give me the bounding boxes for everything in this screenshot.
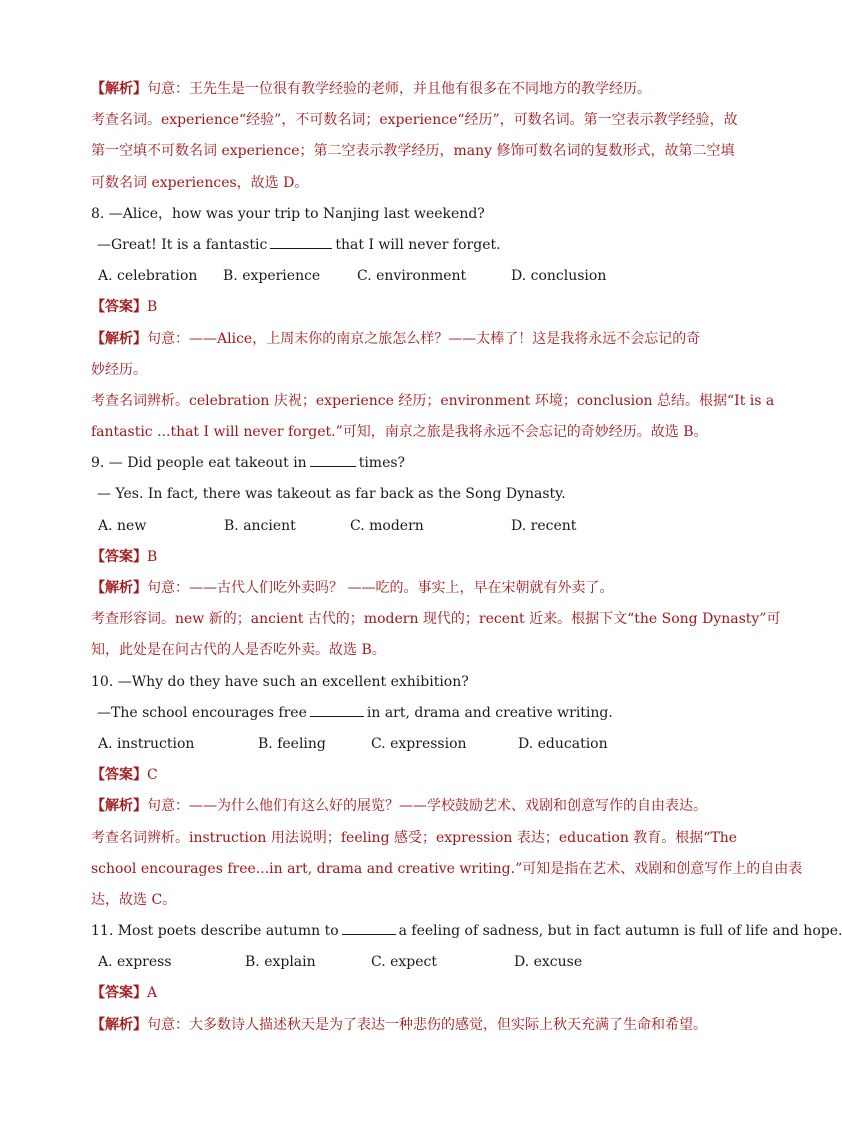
q9-options (91, 511, 706, 542)
option-d: D. education (518, 735, 608, 752)
answer-value: C (147, 767, 158, 784)
q10-analysis-line-1 (91, 791, 706, 822)
q9-explanation-line-2: 知，此处是在问古代的人是否吃外卖。故选 B。 (91, 642, 386, 659)
q7-explanation-line-3: 可数名词 experiences，故选 D。 (91, 174, 309, 191)
answer-blank (342, 920, 396, 935)
q11-stem-post: a feeling of sadness, but in fact autumn is full of life and hope. (398, 923, 842, 940)
q7-analysis (91, 74, 706, 105)
option-c: C. expect (371, 954, 438, 971)
option-c: C. environment (357, 268, 467, 285)
answer-label: 【答案】 (91, 299, 147, 316)
option-b: B. explain (245, 954, 316, 971)
analysis-label: 【解析】 (91, 81, 147, 97)
option-d: D. excuse (514, 954, 583, 971)
q7-explanation-line-2: 第一空填不可数名词 experience；第二空表示教学经历，many 修饰可数名词的复数形式，故第二空填 (91, 143, 735, 160)
answer-value: A (147, 985, 158, 1002)
option-c: C. expression (371, 735, 467, 752)
q11-stem-pre: 11. Most poets describe autumn to (91, 923, 339, 940)
q8-stem-post: that I will never forget. (335, 236, 501, 253)
q10-stem-pre: —The school encourages free (97, 704, 307, 721)
q8-explanation-line-2: fantastic ...that I will never forget.”可知，南京之旅是我将永远不会忘记的奇妙经历。故选 B。 (91, 424, 708, 441)
analysis-text: 句意：王先生是一位很有教学经验的老师，并且他有很多在不同地方的教学经历。 (147, 81, 651, 97)
answer-label: 【答案】 (91, 767, 147, 784)
q10-answer (91, 760, 706, 791)
q8-answer (91, 292, 706, 323)
q8-options (91, 261, 706, 292)
q9-answer (91, 542, 706, 573)
answer-value: B (147, 548, 158, 565)
option-a: A. instruction (98, 735, 195, 752)
q10-stem-line-2 (91, 698, 706, 729)
q8-stem-line-2 (91, 230, 706, 261)
q9-stem-line-2: — Yes. In fact, there was takeout as far back as the Song Dynasty. (97, 486, 566, 503)
q10-stem-line-1: 10. —Why do they have such an excellent exhibition? (91, 673, 469, 690)
answer-blank (310, 452, 356, 467)
option-d: D. conclusion (511, 268, 607, 285)
answer-label: 【答案】 (91, 985, 147, 1002)
q8-explanation-line-1: 考查名词辨析。celebration 庆祝；experience 经历；environment 环境；conclusion 总结。根据“It is a (91, 392, 775, 409)
q8-stem-line-1: 8. —Alice，how was your trip to Nanjing last weekend? (91, 205, 485, 222)
q9-explanation-line-1: 考查形容词。new 新的；ancient 古代的；modern 现代的；recent 近来。根据下文“the Song Dynasty”可 (91, 611, 781, 628)
q7-explanation-line-1: 考查名词。experience“经验”，不可数名词；experience“经历”，可数名词。第一空表示教学经验，故 (91, 112, 738, 129)
q8-analysis-line-2: 妙经历。 (91, 361, 147, 378)
analysis-text: 句意：——Alice，上周末你的南京之旅怎么样？——太棒了！这是我将永远不会忘记的奇 (147, 330, 701, 347)
q10-explanation-line-3: 达，故选 C。 (91, 891, 177, 908)
q8-stem-pre: —Great! It is a fantastic (97, 236, 268, 253)
q11-analysis-line-1 (91, 1010, 706, 1041)
q11-options (91, 947, 706, 978)
q10-explanation-line-2: school encourages free...in art, drama and creative writing.”可知是指在艺术、戏剧和创意写作上的自由表 (91, 860, 803, 877)
analysis-label: 【解析】 (91, 580, 147, 596)
analysis-label: 【解析】 (91, 1016, 147, 1033)
analysis-text: 句意：——古代人们吃外卖吗？ ——吃的。事实上，早在宋朝就有外卖了。 (147, 580, 614, 596)
analysis-text: 句意：大多数诗人描述秋天是为了表达一种悲伤的感觉，但实际上秋天充满了生命和希望。 (147, 1016, 707, 1033)
q9-stem-pre: 9. — Did people eat takeout in (91, 455, 307, 472)
answer-label: 【答案】 (91, 548, 147, 565)
answer-value: B (147, 299, 158, 316)
q9-stem-line-1 (91, 448, 706, 479)
q10-explanation-line-1: 考查名词辨析。instruction 用法说明；feeling 感受；expression 表达；education 教育。根据“The (91, 829, 738, 846)
option-b: B. ancient (224, 517, 296, 534)
analysis-text: 句意：——为什么他们有这么好的展览？——学校鼓励艺术、戏剧和创意写作的自由表达。 (147, 798, 707, 815)
analysis-label: 【解析】 (91, 330, 147, 347)
option-a: A. new (98, 517, 147, 534)
q8-analysis-line-1 (91, 324, 706, 355)
q11-stem-line-1 (91, 916, 842, 947)
q9-stem-post: times? (358, 455, 406, 472)
option-b: B. experience (223, 268, 321, 285)
q10-options (91, 729, 706, 760)
q11-answer (91, 978, 706, 1009)
option-a: A. express (98, 954, 172, 971)
q10-stem-post: in art, drama and creative writing. (366, 704, 613, 721)
answer-blank (310, 702, 364, 717)
answer-blank (270, 234, 332, 249)
analysis-label: 【解析】 (91, 798, 147, 815)
option-c: C. modern (350, 517, 424, 534)
q9-analysis-line-1 (91, 573, 706, 604)
option-d: D. recent (511, 517, 577, 534)
option-a: A. celebration (98, 268, 198, 285)
option-b: B. feeling (258, 735, 326, 752)
